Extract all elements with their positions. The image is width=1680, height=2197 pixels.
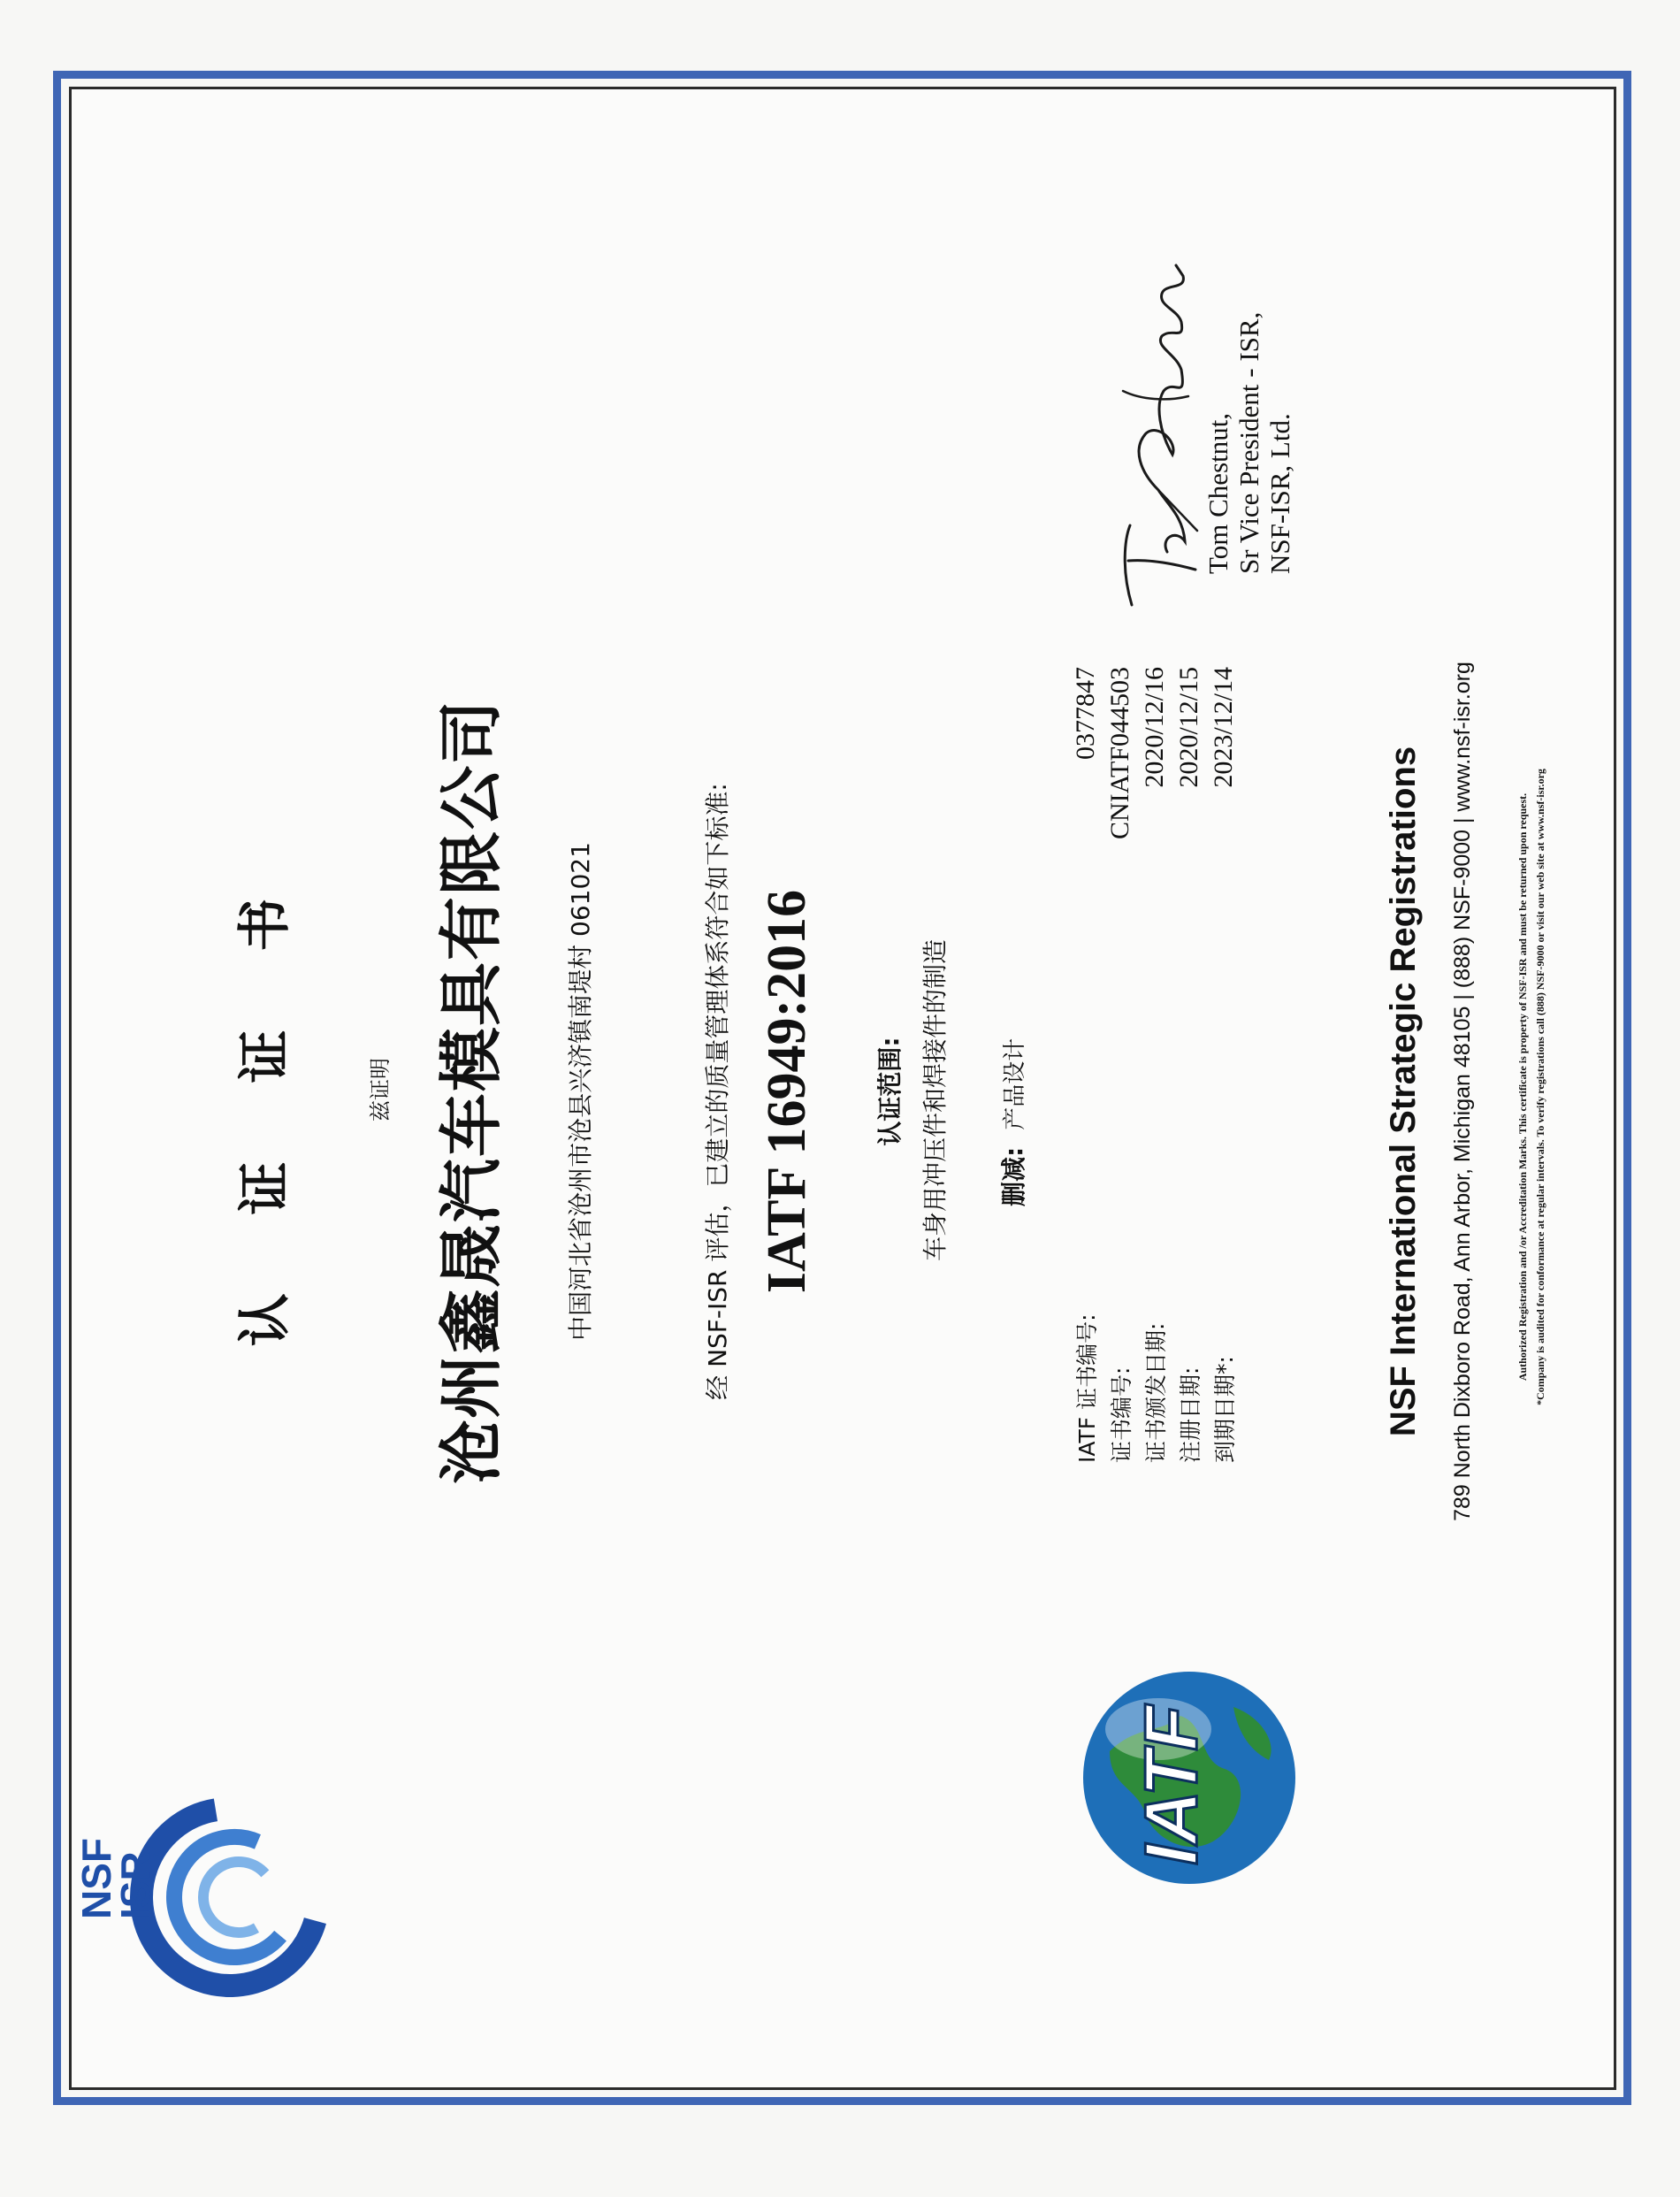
detail-label: 证书颁发日期: [1143,1322,1169,1463]
exclusion-label: 删减: [999,1146,1028,1206]
signature [1105,251,1207,623]
detail-value: 0377847 [1071,667,1100,760]
nsf-logo-text: NSF [73,1838,119,1919]
nsf-isr-logo [73,1764,349,2030]
company-address: 中国河北省沧州市沧县兴济镇南堤村 061021 [566,842,595,1341]
signatory-org: NSF-ISR, Ltd. [1264,413,1295,574]
detail-label: 证书编号: [1109,1366,1134,1463]
iatf-logo [1057,1645,1322,1910]
assessment-intro: 经 NSF-ISR 评估，已建立的质量管理体系符合如下标准: [703,783,732,1400]
exclusion-value: 产品设计 [1002,1037,1028,1130]
exclusion [995,1038,1030,1206]
detail-label: IATF 证书编号: [1074,1313,1100,1463]
detail-value: CNIATF044503 [1105,667,1134,840]
scope-text: 车身用冲压件和焊接件的制造 [920,938,950,1262]
signatory-title: Sr Vice President - ISR, [1233,311,1264,574]
detail-value: 2020/12/15 [1174,667,1203,788]
details-labels [1070,1313,1242,1463]
certificate-title: 认 证 证 书 [234,868,296,1347]
certify-line: 兹证明 [368,1058,393,1121]
detail-value: 2020/12/16 [1140,667,1169,788]
signatory-block [1203,312,1295,574]
iatf-logo-text: IATF [1129,1705,1213,1865]
footer-org-name: NSF International Strategic Registrations [1384,746,1423,1437]
scope-heading: 认证范围: [875,1037,905,1146]
fine-print-2: *Company is audited for conformance at regular intervals. To verify registrations call (888) NSF-9000 or visit our web site at www.nsf-isr.org [1534,769,1546,1405]
company-name: 沧州鑫晟汽车模具有限公司 [434,698,508,1485]
detail-label: 到期日期*: [1212,1356,1238,1463]
fine-print-1: Authorized Registration and /or Accreditation Marks. This certificate is property of NSF-ISR and must be returned upon request. [1516,792,1529,1382]
detail-value: 2023/12/14 [1209,667,1238,788]
details-values [1068,667,1241,879]
detail-label: 注册日期: [1178,1366,1203,1463]
signatory-name: Tom Chestnut, [1203,412,1233,574]
standard-name: IATF 16949:2016 [757,889,817,1294]
isr-logo-text: ISR [112,1851,158,1919]
footer-contact: 789 North Dixboro Road, Ann Arbor, Michigan 48105 | (888) NSF-9000 | www.nsf-isr.org [1450,662,1475,1521]
